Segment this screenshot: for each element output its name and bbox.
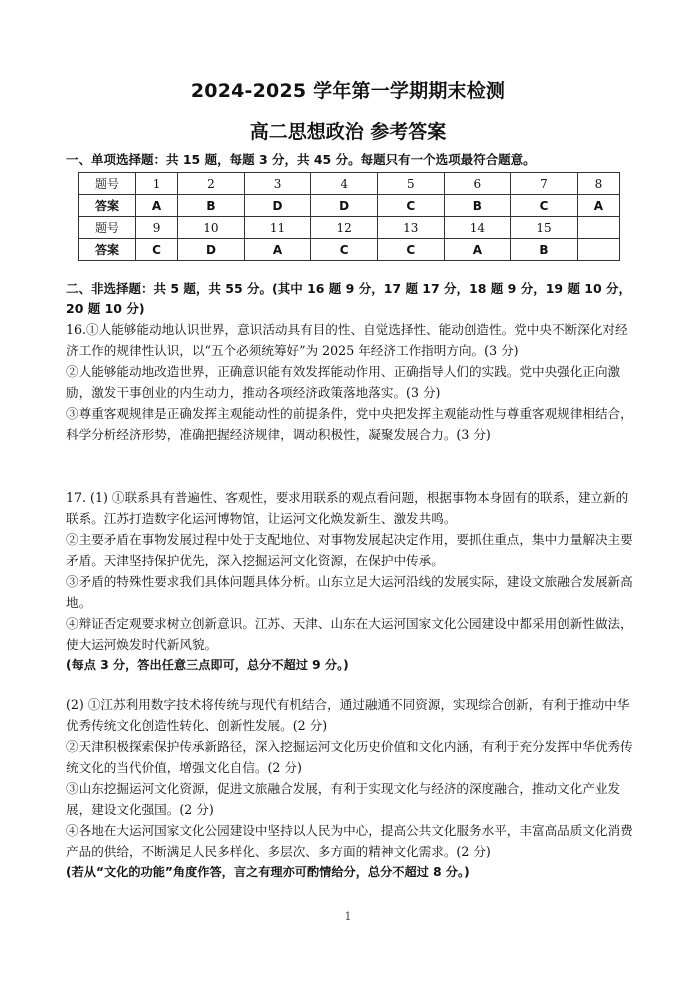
table-cell: 12 — [311, 217, 378, 239]
table-cell: 7 — [511, 173, 578, 195]
answer-paragraph: ②主要矛盾在事物发展过程中处于支配地位、对事物发展起决定作用，要抓住重点，集中力量解决主要矛盾。天津坚持保护优先，深入挖掘运河文化资源，在保护中传承。 — [66, 532, 633, 568]
table-row — [79, 217, 620, 239]
table-cell: A — [136, 195, 178, 217]
table-cell: B — [511, 239, 578, 261]
table-cell: C — [136, 239, 178, 261]
table-cell: 3 — [244, 173, 311, 195]
answer-paragraph: ④各地在大运河国家文化公园建设中坚持以人民为中心，提高公共文化服务水平，丰富高品质文化消费产品的供给，不断满足人民多样化、多层次、多方面的精神文化需求。(2 分) — [66, 823, 633, 859]
answer-paragraph: (2) ①江苏利用数字技术将传统与现代有机结合，通过融通不同资源，实现综合创新，有利于推动中华优秀传统文化创造性转化、创新性发展。(2 分) — [66, 697, 630, 733]
table-cell: 1 — [136, 173, 178, 195]
table-cell — [577, 217, 619, 239]
row-label: 答案 — [79, 239, 136, 261]
scoring-note: (若从“文化的功能”角度作答，言之有理亦可酌情给分，总分不超过 8 分。) — [66, 865, 470, 879]
table-cell: 2 — [178, 173, 245, 195]
answer-paragraph: ③尊重客观规律是正确发挥主观能动性的前提条件，党中央把发挥主观能动性与尊重客观规律相结合，科学分析经济形势，准确把握经济规律，调动积极性，凝聚发展合力。(3 分) — [66, 406, 633, 442]
table-cell: B — [178, 195, 245, 217]
question-17-part-2-answer — [66, 694, 638, 883]
row-label: 题号 — [79, 217, 136, 239]
table-cell: D — [311, 195, 378, 217]
table-cell: C — [377, 239, 444, 261]
table-cell: 10 — [178, 217, 245, 239]
table-cell: A — [577, 195, 619, 217]
document-title: 2024-2025 学年第一学期期末检测 — [190, 80, 506, 102]
row-label: 题号 — [79, 173, 136, 195]
table-cell: C — [377, 195, 444, 217]
table-cell: A — [244, 239, 311, 261]
answer-paragraph: ④辩证否定观要求树立创新意识。江苏、天津、山东在大运河国家文化公园建设中都采用创新性做法，使大运河焕发时代新风貌。 — [66, 616, 633, 652]
answer-paragraph: 17. (1) ①联系具有普遍性、客观性，要求用联系的观点看问题，根据事物本身固有的联系，建立新的联系。江苏打造数字化运河博物馆，让运河文化焕发新生、激发共鸣。 — [66, 490, 629, 526]
table-cell: D — [178, 239, 245, 261]
page-number: 1 — [344, 910, 352, 923]
row-label: 答案 — [79, 195, 136, 217]
table-cell: 15 — [511, 217, 578, 239]
table-cell: 9 — [136, 217, 178, 239]
question-17-part-1-answer — [66, 487, 638, 676]
table-cell: 4 — [311, 173, 378, 195]
table-cell — [577, 239, 619, 261]
answer-table — [78, 172, 620, 261]
question-16-answer — [66, 319, 638, 445]
answer-paragraph: 16.①人能够能动地认识世界，意识活动具有目的性、自觉选择性、能动创造性。党中央不断深化对经济工作的规律性认识，以“五个必须统筹好”为 2025 年经济工作指明方向。(3 分) — [66, 322, 628, 358]
table-cell: 11 — [244, 217, 311, 239]
scoring-note: (每点 3 分，答出任意三点即可，总分不超过 9 分。) — [66, 658, 349, 672]
section-1-heading: 一、单项选择题：共 15 题，每题 3 分，共 45 分。每题只有一个选项最符合题意。 — [66, 152, 536, 167]
table-cell: C — [511, 195, 578, 217]
table-cell: 14 — [444, 217, 511, 239]
table-row — [79, 195, 620, 217]
table-row — [79, 239, 620, 261]
table-cell: 6 — [444, 173, 511, 195]
answer-paragraph: ②人能够能动地改造世界，正确意识能有效发挥能动作用、正确指导人们的实践。党中央强化正向激励，激发干事创业的内生动力，推动各项经济政策落地落实。(3 分) — [66, 364, 621, 400]
table-row — [79, 173, 620, 195]
table-cell: 5 — [377, 173, 444, 195]
table-cell: B — [444, 195, 511, 217]
table-cell: 13 — [377, 217, 444, 239]
section-2-heading: 二、非选择题：共 5 题，共 55 分。(其中 16 题 9 分，17 题 17 分，18 题 9 分，19 题 10 分，20 题 10 分) — [66, 281, 632, 316]
table-cell: D — [244, 195, 311, 217]
table-cell: C — [311, 239, 378, 261]
answer-paragraph: ②天津积极探索保护传承新路径，深入挖掘运河文化历史价值和文化内涵，有利于充分发挥中华优秀传统文化的当代价值，增强文化自信。(2 分) — [66, 739, 633, 775]
document-subtitle: 高二思想政治 参考答案 — [249, 121, 447, 143]
answer-paragraph: ③矛盾的特殊性要求我们具体问题具体分析。山东立足大运河沿线的发展实际，建设文旅融合发展新高地。 — [66, 574, 633, 610]
answer-paragraph: ③山东挖掘运河文化资源，促进文旅融合发展，有利于实现文化与经济的深度融合，推动文化产业发展，建设文化强国。(2 分) — [66, 781, 621, 817]
table-cell: A — [444, 239, 511, 261]
table-cell: 8 — [577, 173, 619, 195]
